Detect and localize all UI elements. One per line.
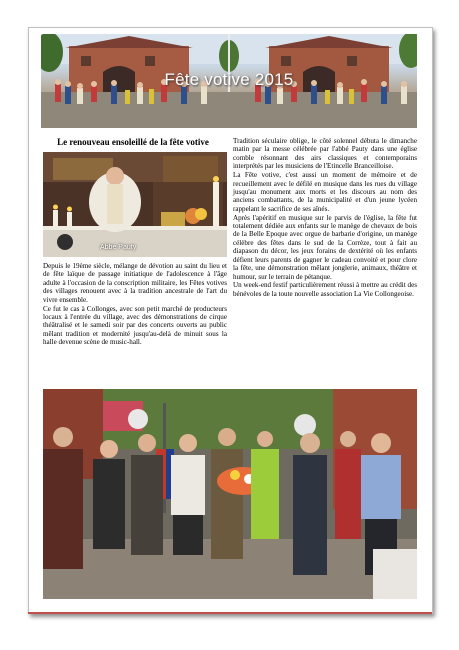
banner-title: Fête votive 2015 xyxy=(164,70,294,89)
banner-image xyxy=(41,34,417,128)
right-paragraph-4: Un week-end festif particulièrement réussi à mettre au crédit des bénévoles de la toute nouvelle association La Vie Collongeoise. xyxy=(233,281,417,298)
photo-caption: Abbé Pauty xyxy=(100,244,137,251)
page-divider xyxy=(28,612,432,614)
right-paragraph-1: Tradition séculaire oblige, le côté solennel débuta le dimanche matin par la messe célébrée par l'abbé Pauty dans une église comble résonnant des airs classiques et contemporains interprétés par les musiciens de l'Etincelle Branceilloise. xyxy=(233,137,417,171)
left-paragraph-2: Ce fut le cas à Collonges, avec son petit marché de producteurs locaux à l'entrée du village, avec des démonstrations de cirque théâtralisé et le samedi soir par des concerts ouverts au public mêlant tradition et modernité jusqu'au-delà de minuit sous la halle devenue scène de music-hall. xyxy=(43,304,227,347)
right-paragraph-2: La Fête votive, c'est aussi un moment de mémoire et de recueillement avec le défilé en musique dans les rues du village jusqu'au monument aux morts et les discours au nom des anciens combattants, de la municipalité et d'un jeune lycéen rappelant le sacrifice de ses aînés. xyxy=(233,171,417,213)
left-paragraph-1: Depuis le 19ème siècle, mélange de dévotion au saint du lieu et de fête laïque de passage initiatique de l'adolescence à l'âge adulte à l'occasion de la conscription militaire, les Fêtes votives des villages renouent avec à la tradition ancestrale de l'art du vivre ensemble. xyxy=(43,262,227,304)
right-paragraph-3: Après l'apéritif en musique sur le parvis de l'église, la fête fut totalement dédiée aux enfants sur le manège de chevaux de bois de la Belle Epoque avec orgue de barbarie d'origine, un manège célèbre des fêtes dans le sud de la Corrèze, tout à fait au diapason du décor, les jeux forains de dextérité où les enfants défient leurs parents de gagner le cadeau convoité et pour clore la fête, une démonstration mêlant jonglerie, animaux, théâtre et humour, sur le terrain de pétanque. xyxy=(233,213,417,281)
article-title: Le renouveau ensoleillé de la fête votive xyxy=(57,137,209,147)
left-column xyxy=(43,262,227,347)
crowd-photo xyxy=(43,389,417,599)
right-column xyxy=(233,137,417,299)
priest-photo xyxy=(43,152,227,257)
